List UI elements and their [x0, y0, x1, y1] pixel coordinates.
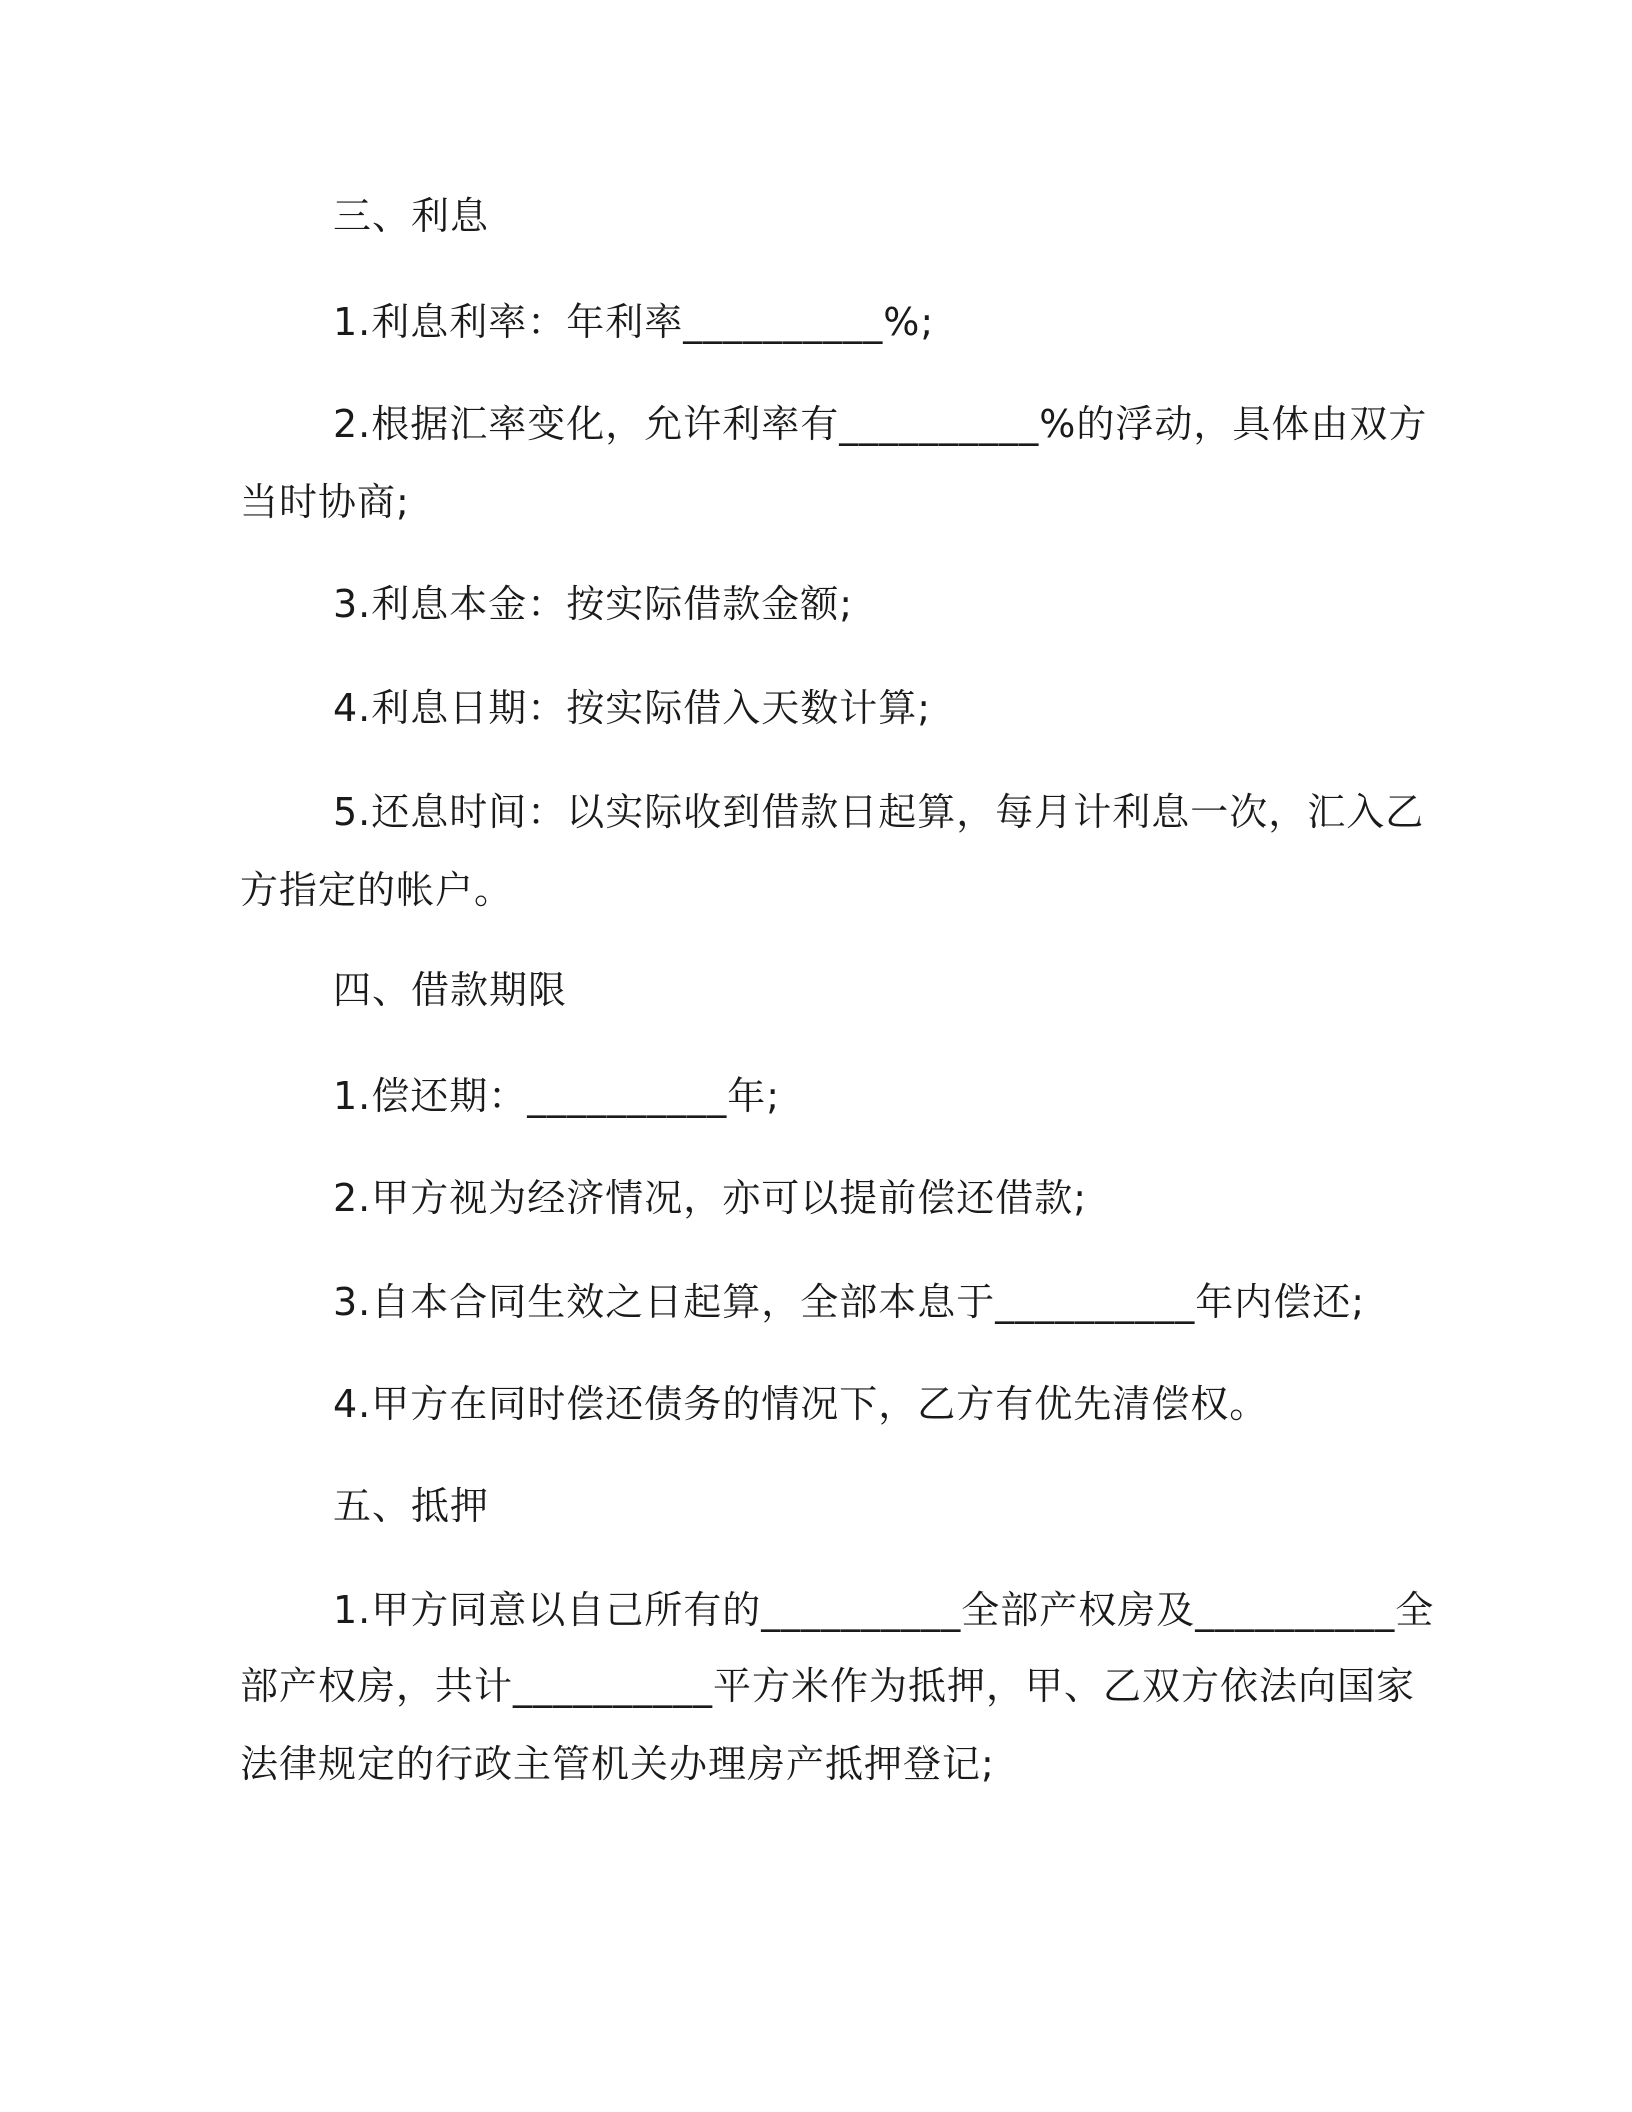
clause-interest-rate: 1.利息利率：年利率__________%; — [333, 300, 935, 344]
clause-mortgage-cont-2: 法律规定的行政主管机关办理房产抵押登记; — [240, 1742, 995, 1786]
clause-mortgage: 1.甲方同意以自己所有的__________全部产权房及__________全 — [333, 1588, 1435, 1632]
clause-mortgage-cont-1: 部产权房，共计__________平方米作为抵押，甲、乙双方依法向国家 — [240, 1664, 1416, 1708]
clause-full-repayment: 3.自本合同生效之日起算，全部本息于__________年内偿还; — [333, 1280, 1366, 1324]
clause-early-repayment: 2.甲方视为经济情况，亦可以提前偿还借款; — [333, 1176, 1088, 1220]
clause-repayment-period: 1.偿还期：__________年; — [333, 1074, 781, 1118]
clause-rate-float: 2.根据汇率变化，允许利率有__________%的浮动，具体由双方 — [333, 402, 1428, 446]
clause-interest-date: 4.利息日期：按实际借入天数计算; — [333, 686, 932, 730]
clause-interest-payment: 5.还息时间：以实际收到借款日起算，每月计利息一次，汇入乙 — [333, 790, 1425, 834]
section-heading-term: 四、借款期限 — [333, 968, 568, 1012]
clause-interest-payment-cont: 方指定的帐户。 — [240, 868, 514, 912]
section-heading-mortgage: 五、抵押 — [333, 1484, 490, 1528]
clause-rate-float-cont: 当时协商; — [240, 480, 410, 524]
section-heading-interest: 三、利息 — [333, 194, 490, 238]
clause-interest-principal: 3.利息本金：按实际借款金额; — [333, 582, 854, 626]
clause-priority: 4.甲方在同时偿还债务的情况下，乙方有优先清偿权。 — [333, 1382, 1269, 1426]
